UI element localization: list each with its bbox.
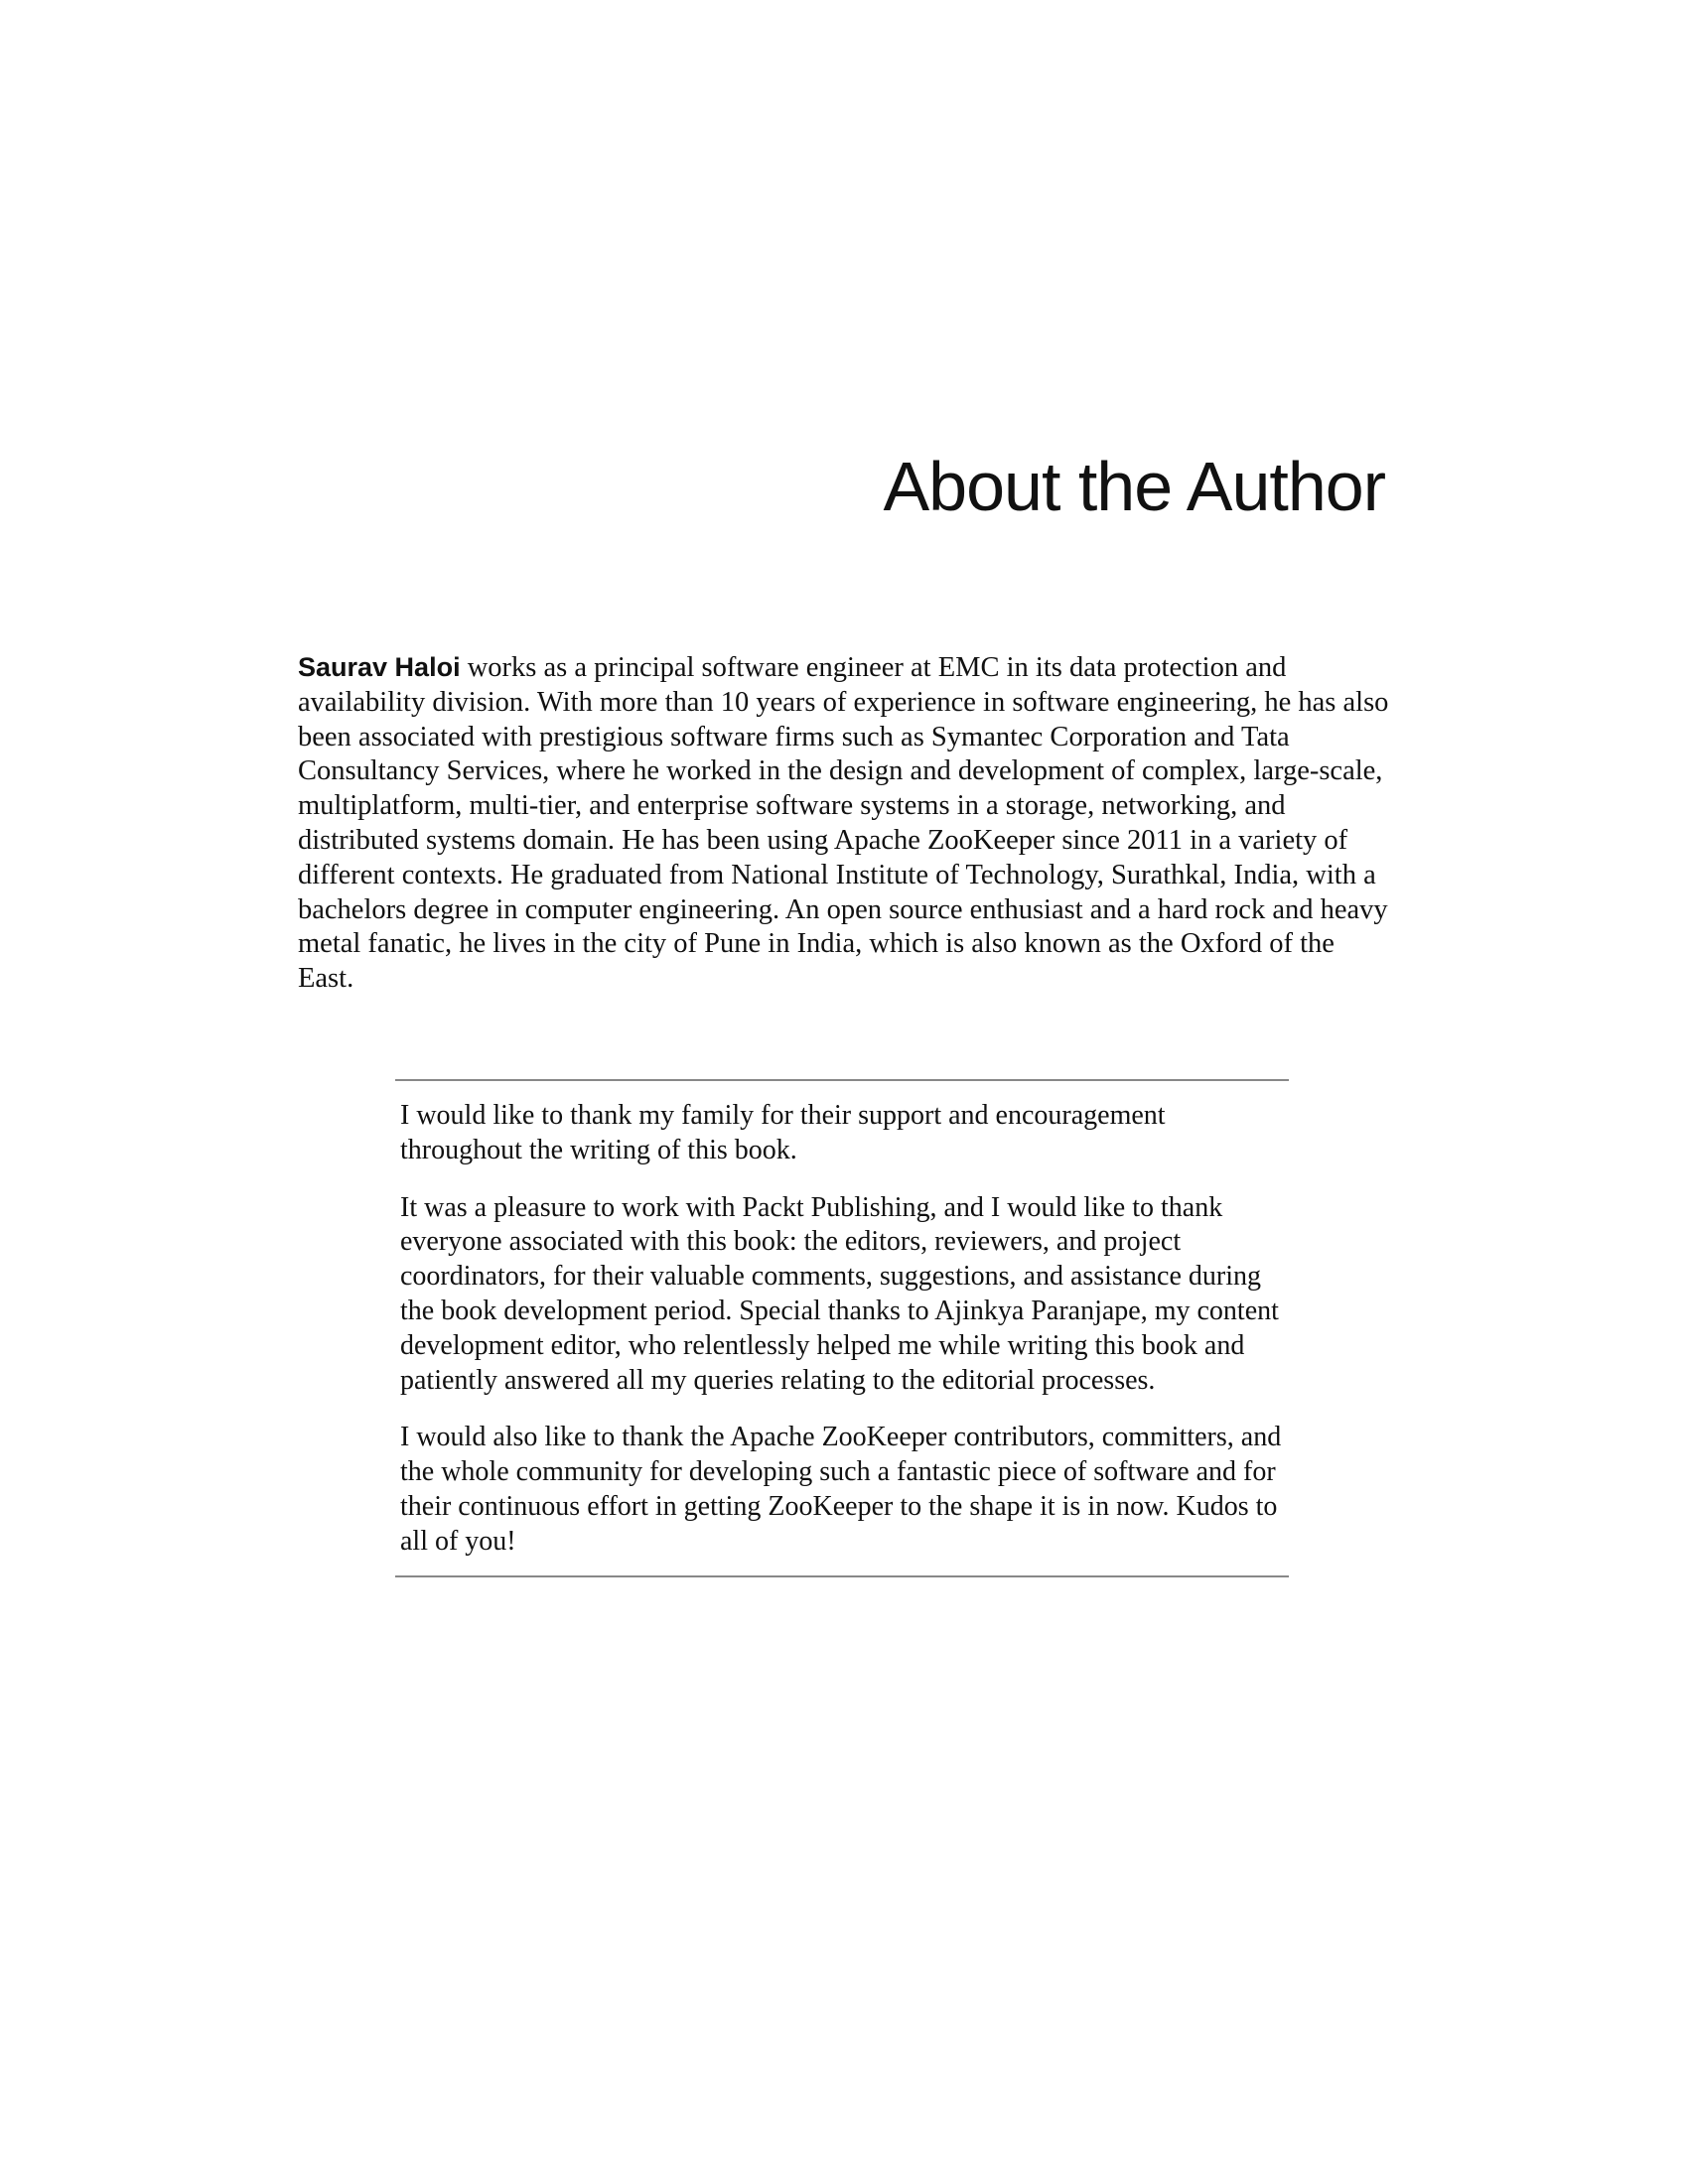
author-bio bbox=[298, 650, 1395, 997]
author-name: Saurav Haloi bbox=[298, 652, 461, 682]
acknowledgment-paragraph-publisher: It was a pleasure to work with Packt Publishing, and I would like to thank everyone associated with this book: the editors, reviewers, and project coordinators, for their valuable comments, suggestions, and assistance during the book development period. Special thanks to Ajinkya Paranjape, my content development editor, who relentlessly helped me while writing this book and patiently answered all my queries relating to the editorial processes. bbox=[400, 1191, 1279, 1396]
acknowledgment-paragraph-community: I would also like to thank the Apache ZooKeeper contributors, committers, and the whole community for developing such a fantastic piece of software and for their continuous effort in getting ZooKeeper to the shape it is in now. Kudos to all of you! bbox=[400, 1422, 1282, 1557]
author-bio-text: works as a principal software engineer at EMC in its data protection and availability division. With more than 10 years of experience in software engineering, he has also been associated with prestigious software firms such as Symantec Corporation and Tata Consultancy Services, where he worked in the design and development of complex, large-scale, multiplatform, multi-tier, and enterprise software systems in a storage, networking, and distributed systems domain. He has been using Apache ZooKeeper since 2011 in a variety of different contexts. He graduated from National Institute of Technology, Surathkal, India, with a bachelors degree in computer engineering. An open source enthusiast and a hard rock and heavy metal fanatic, he lives in the city of Pune in India, which is also known as the Oxford of the East. bbox=[298, 652, 1389, 995]
acknowledgment-paragraph-family: I would like to thank my family for their support and encouragement throughout the writing of this book. bbox=[400, 1100, 1166, 1165]
acknowledgments-box bbox=[395, 1079, 1289, 1577]
page-title: About the Author bbox=[883, 448, 1385, 525]
